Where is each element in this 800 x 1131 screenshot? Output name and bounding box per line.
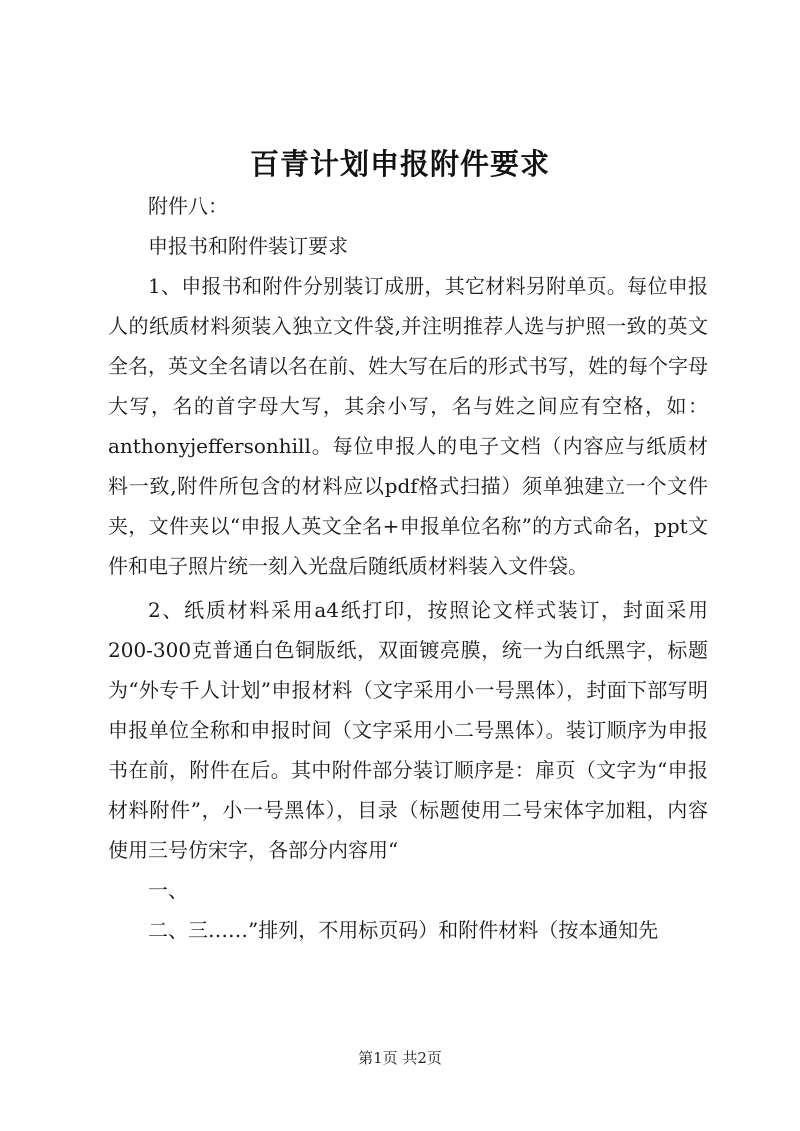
paragraph-attachment-label: 附件八： xyxy=(148,194,228,218)
paragraph-list-marker-two-three: 二、三……”排列，不用标页码）和附件材料（按本通知先 xyxy=(148,918,659,942)
paragraph-binding-heading: 申报书和附件装订要求 xyxy=(148,234,348,258)
document-title: 百青计划申报附件要求 xyxy=(249,147,550,181)
paragraph-list-marker-one: 一、 xyxy=(148,878,188,902)
paragraph-item-2: 2、纸质材料采用a4纸打印，按照论文样式装订，封面采用200-300克普通白色铜版纸，双面镀亮膜，统一为白纸黑字，标题为“外专千人计划”申报材料（文字采用小一号黑体），封面下部写明申报单位全称和申报时间（文字采用小二号黑体）。装订顺序为申报书在前，附件在后。其中附件部分装订顺序是：扉页（文字为“申报材料附件”，小一号黑体），目录（标题使用二号宋体字加粗，内容使用三号仿宋字，各部分内容用“ xyxy=(108,598,708,862)
document-body xyxy=(108,186,708,950)
page-number-footer: 第1页 共2页 xyxy=(358,1049,442,1067)
paragraph-item-1: 1、申报书和附件分别装订成册，其它材料另附单页。每位申报人的纸质材料须装入独立文件袋,并注明推荐人选与护照一致的英文全名，英文全名请以名在前、姓大写在后的形式书写，姓的每个字母大写，名的首字母大写，其余小写，名与姓之间应有空格，如：anthonyjeffersonhill。每位申报人的电子文档（内容应与纸质材料一致,附件所包含的材料应以pdf格式扫描）须单独建立一个文件夹，文件夹以“申报人英文全名+申报单位名称”的方式命名，ppt文件和电子照片统一刻入光盘后随纸质材料装入文件袋。 xyxy=(108,274,708,578)
